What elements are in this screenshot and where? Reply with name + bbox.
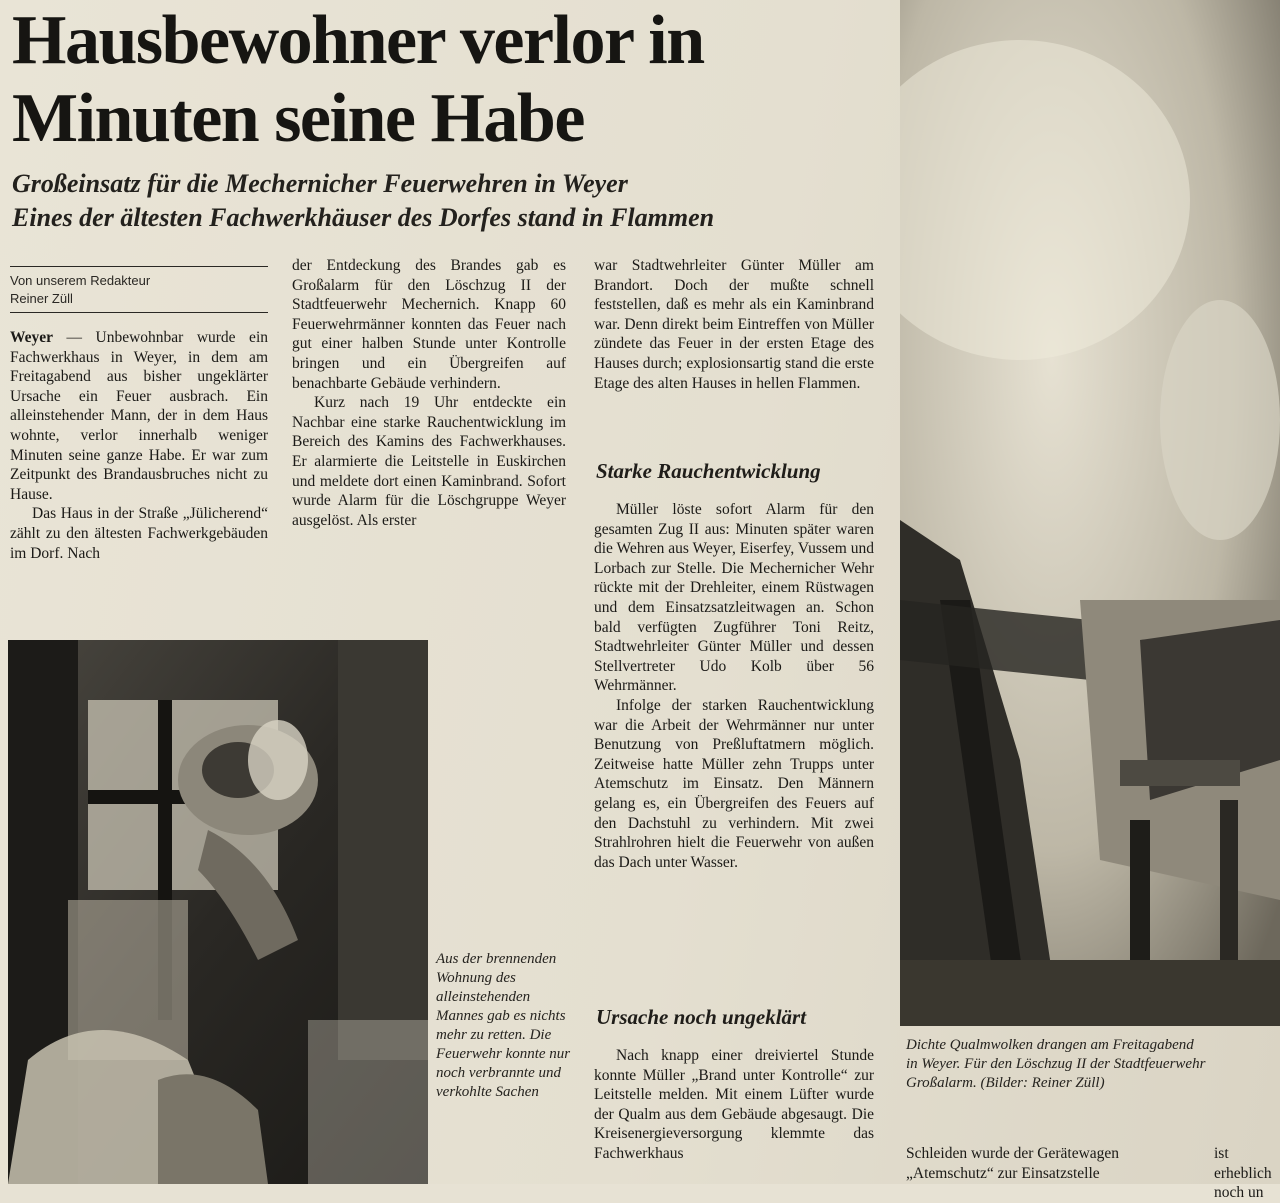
column-1-paragraph-2: Das Haus in der Straße „Jülicherend“ zählt zu den ältesten Fachwerkgebäuden im Dorf. Nach — [10, 505, 268, 562]
fire-interior-photo — [8, 640, 428, 1184]
column-3-paragraph-4: Nach knapp einer dreiviertel Stunde konnte Müller „Brand unter Kontrolle“ zur Leitstelle melden. Mit einem Lüfter wurde der Qualm aus dem Gebäude abgesaugt. Die Kreisenergieversorgung klemmte das Fachwerkhaus — [594, 1047, 874, 1162]
column-1-paragraph-1: Weyer — Unbewohnbar wurde ein Fachwerkhaus in Weyer, in dem am Freitagabend aus bisher ungeklärter Ursache ein Feuer ausbrach. Ein alleinstehender Mann, der in dem Haus wohnte, verlor innerhalb weniger Minuten seine ganze Habe. Er war zum Zeitpunkt des Brandausbruches nicht zu Hause. — [10, 329, 268, 503]
article-column-1 — [10, 328, 268, 563]
article-column-3-end — [594, 1046, 874, 1164]
article-subtitle-1: Großeinsatz für die Mechernicher Feuerwehren in Weyer — [12, 169, 628, 198]
byline — [10, 272, 268, 308]
column-2-paragraph-1: der Entdeckung des Brandes gab es Großalarm für den Löschzug II der Stadtfeuerwehr Mechernich. Knapp 60 Feuerwehrmänner konnten das Feuer nach gut einer halben Stunde unter Kontrolle bringen und ein Übergreifen auf benachbarte Gebäude verhindern. — [292, 257, 566, 392]
right-photo-caption: Dichte Qualmwolken drangen am Freitagabend in Weyer. Für den Löschzug II der Stadtfeuerwehr Großalarm. (Bilder: Reiner Züll) — [906, 1037, 1206, 1091]
byline-top-rule — [10, 266, 268, 267]
column-4-text: Schleiden wurde der Gerätewagen „Atemschutz“ zur Einsatzstelle — [906, 1145, 1120, 1182]
column-5-text: ist erheblich noch un — [1214, 1145, 1272, 1202]
column-3-paragraph-2: Müller löste sofort Alarm für den gesamten Zug II aus: Minuten später waren die Wehren aus Weyer, Eiserfey, Vussem und Lorbach zur Stelle. Die Mechernicher Wehr rückte mit der Drehleiter, einem Rüstwagen und dem Einsatzsatzleitwagen an. Schon bald verfügten Zugführer Toni Reitz, Stadtwehrleiter Günter Müller und dessen Stellvertreter Udo Kolb über 56 Wehrmänner. — [594, 501, 874, 695]
article-column-2 — [292, 256, 566, 530]
subheading-ursache: Ursache noch ungeklärt — [596, 1005, 807, 1029]
column-2-paragraph-2: Kurz nach 19 Uhr entdeckte ein Nachbar eine starke Rauchentwicklung im Bereich des Kamins des Fachwerkhauses. Er alarmierte die Leitstelle in Euskirchen und meldete dort einen Kaminbrand. Sofort wurde Alarm für die Löschgruppe Weyer ausgelöst. Als erster — [292, 394, 566, 529]
article-subtitle-2: Eines der ältesten Fachwerkhäuser des Dorfes stand in Flammen — [12, 203, 715, 232]
article-headline: Hausbewohner verlor in Minuten seine Habe — [12, 2, 704, 157]
dateline: Weyer — [10, 329, 54, 346]
subheading-rauchentwicklung: Starke Rauchentwicklung — [596, 459, 821, 483]
column-3-paragraph-1: war Stadtwehrleiter Günter Müller am Brandort. Doch der mußte schnell feststellen, daß es mehr als ein Kaminbrand war. Denn direkt beim Eintreffen von Müller zündete das Feuer in der ersten Etage des Hauses durch; explosionsartig stand die erste Etage des alten Hauses in hellen Flammen. — [594, 257, 874, 392]
byline-label: Von unserem Redakteur — [10, 273, 151, 288]
article-column-3-continued — [594, 500, 874, 872]
smoke-exterior-photo — [900, 0, 1280, 1026]
photo-ladder-smoke — [900, 0, 1280, 1026]
article-column-3 — [594, 256, 874, 393]
byline-author: Reiner Züll — [10, 291, 73, 306]
column-3-paragraph-3: Infolge der starken Rauchentwicklung war die Arbeit der Wehrmänner nur unter Benutzung von Preßluftatmern möglich. Zeitweise hatte Müller zehn Trupps unter Atemschutz im Einsatz. Den Männern gelang es, ein Übergreifen des Feuers auf den Dachstuhl zu verhindern. Mit zwei Strahlrohren hielt die Feuerwehr von außen das Dach unter Wasser. — [594, 696, 874, 871]
photo-burned-apartment — [8, 640, 428, 1184]
left-photo-caption: Aus der brennenden Wohnung des alleinstehenden Mannes gab es nichts mehr zu retten. Die Feuerwehr konnte nur noch verbrannte und verkohlte Sachen — [436, 951, 571, 1100]
byline-bottom-rule — [10, 312, 268, 313]
